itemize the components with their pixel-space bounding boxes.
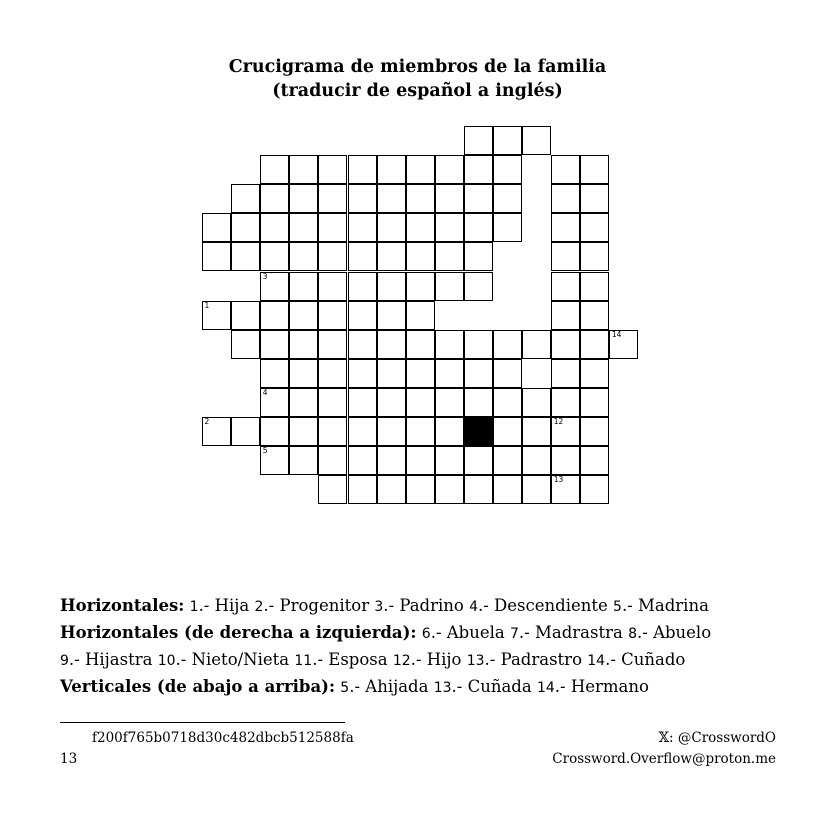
clue-number: 6 (421, 626, 431, 642)
clue-number: 3 (374, 599, 384, 615)
grid-cell[interactable] (260, 388, 289, 417)
grid-cell[interactable] (406, 388, 435, 417)
grid-cell[interactable] (406, 301, 435, 330)
grid-cell[interactable] (348, 272, 377, 301)
grid-cell[interactable] (377, 242, 406, 271)
grid-cell[interactable] (435, 359, 464, 388)
grid-cell[interactable] (348, 359, 377, 388)
clues-line-rtl (60, 620, 780, 647)
grid-cell[interactable] (493, 213, 522, 242)
grid-cell[interactable] (231, 417, 260, 446)
grid-cell[interactable] (580, 242, 609, 271)
grid-cell[interactable] (551, 242, 580, 271)
clue-text: .- Abuelo (637, 623, 712, 642)
clues-line-rtl-2 (60, 647, 780, 674)
footer-hash: f200f765b0718d30c482dbcb512588fa (92, 730, 354, 746)
grid-cell[interactable] (551, 359, 580, 388)
clue-number: 12 (392, 653, 411, 669)
grid-cell[interactable] (580, 213, 609, 242)
clue-number: 14 (587, 653, 606, 669)
grid-cell[interactable] (377, 388, 406, 417)
grid-cell[interactable] (377, 446, 406, 475)
grid-cell[interactable] (493, 155, 522, 184)
grid-cell[interactable] (551, 155, 580, 184)
grid-cell[interactable] (435, 330, 464, 359)
grid-cell[interactable] (580, 475, 609, 504)
clue-text: .- Nieto/Nieta (175, 650, 295, 669)
grid-cell[interactable] (231, 301, 260, 330)
grid-cell[interactable] (406, 330, 435, 359)
grid-cell[interactable] (348, 388, 377, 417)
up-heading: Verticales (de abajo a arriba): (60, 677, 336, 696)
grid-cell[interactable] (522, 126, 551, 155)
clue-number: 7 (510, 626, 519, 642)
grid-cell[interactable] (260, 330, 289, 359)
grid-cell[interactable] (377, 330, 406, 359)
grid-cell[interactable] (289, 301, 318, 330)
grid-cell[interactable] (493, 330, 522, 359)
grid-cell[interactable] (289, 272, 318, 301)
grid-cell[interactable] (377, 272, 406, 301)
clue-text: .- Hija (198, 596, 255, 615)
title-line-1: Crucigrama de miembros de la familia (228, 57, 607, 77)
clue-number: 14 (536, 680, 555, 696)
footer-twitter: 𝕏: @CrosswordO (658, 730, 776, 746)
grid-cell[interactable] (202, 301, 231, 330)
clues-line-across (60, 593, 780, 620)
grid-cell[interactable] (493, 446, 522, 475)
clue-number: 5 (613, 599, 622, 615)
grid-cell[interactable] (289, 359, 318, 388)
grid-cell[interactable] (318, 301, 347, 330)
grid-cell[interactable] (318, 330, 347, 359)
grid-cell[interactable] (551, 301, 580, 330)
grid-cell[interactable] (493, 184, 522, 213)
clue-text: .- Esposa (312, 650, 393, 669)
grid-cell[interactable] (348, 213, 377, 242)
grid-cell[interactable] (464, 126, 493, 155)
clue-list (340, 677, 649, 696)
grid-cell[interactable] (406, 359, 435, 388)
grid-cell[interactable] (551, 213, 580, 242)
grid-cell[interactable] (318, 184, 347, 213)
grid-cell[interactable] (522, 388, 551, 417)
clue-number: 13 (433, 680, 452, 696)
clue-list (60, 650, 685, 669)
grid-cell[interactable] (289, 446, 318, 475)
grid-cell[interactable] (493, 388, 522, 417)
grid-cell[interactable] (231, 330, 260, 359)
clue-text: .- Descendiente (477, 596, 614, 615)
grid-cell[interactable] (289, 330, 318, 359)
grid-cell[interactable] (318, 272, 347, 301)
clue-list (422, 623, 711, 642)
grid-cell[interactable] (260, 242, 289, 271)
grid-cell[interactable] (406, 417, 435, 446)
clue-text: .- Hijo (410, 650, 467, 669)
clue-number: 13 (553, 475, 564, 485)
page-number: 13 (60, 751, 78, 767)
grid-cell[interactable] (464, 213, 493, 242)
clue-number: 11 (294, 653, 313, 669)
grid-cell[interactable] (435, 155, 464, 184)
grid-cell[interactable] (289, 184, 318, 213)
clue-number: 3 (262, 271, 268, 281)
grid-cell[interactable] (318, 155, 347, 184)
grid-cell[interactable] (406, 475, 435, 504)
grid-cell[interactable] (580, 184, 609, 213)
rtl-heading: Horizontales (de derecha a izquierda): (60, 623, 417, 642)
clue-text: .- Abuela (430, 623, 510, 642)
clue-text: .- Hermano (554, 677, 649, 696)
footer-rule (60, 722, 345, 723)
grid-cell[interactable] (580, 417, 609, 446)
grid-cell[interactable] (318, 242, 347, 271)
footer-email: Crossword.Overflow@proton.me (552, 751, 776, 767)
grid-cell[interactable] (522, 475, 551, 504)
grid-cell[interactable] (435, 184, 464, 213)
grid-cell[interactable] (289, 417, 318, 446)
grid-cell[interactable] (493, 475, 522, 504)
grid-cell[interactable] (231, 184, 260, 213)
clue-text: .- Padrastro (484, 650, 588, 669)
grid-cell[interactable] (260, 272, 289, 301)
grid-cell[interactable] (260, 417, 289, 446)
grid-cell[interactable] (435, 213, 464, 242)
grid-cell[interactable] (406, 213, 435, 242)
grid-cell[interactable] (464, 388, 493, 417)
grid-cell[interactable] (406, 272, 435, 301)
grid-cell[interactable] (435, 272, 464, 301)
grid-cell[interactable] (464, 242, 493, 271)
grid-cell[interactable] (464, 272, 493, 301)
grid-cell[interactable] (435, 475, 464, 504)
grid-cell[interactable] (406, 446, 435, 475)
clue-number: 9 (60, 653, 69, 669)
grid-cell[interactable] (318, 359, 347, 388)
grid-cell[interactable] (464, 155, 493, 184)
grid-cell[interactable] (260, 213, 289, 242)
grid-cell[interactable] (377, 155, 406, 184)
grid-cell[interactable] (435, 417, 464, 446)
grid-cell[interactable] (289, 155, 318, 184)
grid-cell[interactable] (318, 475, 347, 504)
grid-cell[interactable] (551, 272, 580, 301)
grid-cell[interactable] (348, 417, 377, 446)
clue-list (190, 596, 709, 615)
grid-cell[interactable] (260, 155, 289, 184)
clue-number: 1 (189, 599, 199, 615)
clue-text: .- Cuñada (451, 677, 537, 696)
grid-cell[interactable] (609, 330, 638, 359)
grid-cell[interactable] (522, 330, 551, 359)
grid-cell[interactable] (377, 475, 406, 504)
clue-number: 2 (254, 599, 264, 615)
grid-cell[interactable] (231, 242, 260, 271)
grid-cell[interactable] (551, 184, 580, 213)
clue-text: .- Padrino (383, 596, 470, 615)
grid-cell[interactable] (260, 301, 289, 330)
clue-number: 1 (204, 300, 210, 310)
grid-cell[interactable] (435, 242, 464, 271)
grid-cell[interactable] (551, 446, 580, 475)
clue-text: .- Madrastra (518, 623, 629, 642)
clue-number: 4 (262, 387, 268, 397)
grid-cell[interactable] (580, 155, 609, 184)
grid-cell[interactable] (260, 446, 289, 475)
grid-cell[interactable] (318, 417, 347, 446)
clues-section (60, 593, 780, 701)
grid-cell[interactable] (348, 155, 377, 184)
grid-cell[interactable] (260, 184, 289, 213)
grid-cell[interactable] (260, 359, 289, 388)
clue-number: 5 (340, 680, 350, 696)
grid-cell[interactable] (318, 388, 347, 417)
grid-cell[interactable] (551, 388, 580, 417)
clue-number: 2 (204, 417, 210, 426)
grid-cell[interactable] (231, 213, 260, 242)
grid-cell[interactable] (435, 446, 464, 475)
grid-cell[interactable] (522, 417, 551, 446)
grid-cell[interactable] (464, 330, 493, 359)
clue-number: 4 (469, 599, 478, 615)
clue-text: .- Madrina (621, 596, 709, 615)
across-heading: Horizontales: (60, 596, 185, 615)
grid-cell[interactable] (551, 330, 580, 359)
grid-cell[interactable] (522, 446, 551, 475)
grid-cell[interactable] (348, 330, 377, 359)
black-cell (464, 417, 493, 446)
grid-cell[interactable] (318, 446, 347, 475)
grid-cell[interactable] (406, 184, 435, 213)
grid-cell[interactable] (580, 388, 609, 417)
clue-text: .- Progenitor (263, 596, 375, 615)
grid-cell[interactable] (406, 242, 435, 271)
grid-cell[interactable] (348, 301, 377, 330)
grid-cell[interactable] (551, 475, 580, 504)
grid-cell[interactable] (377, 213, 406, 242)
grid-cell[interactable] (202, 213, 231, 242)
grid-cell[interactable] (348, 242, 377, 271)
grid-cell[interactable] (493, 359, 522, 388)
grid-cell[interactable] (348, 446, 377, 475)
grid-cell[interactable] (348, 184, 377, 213)
grid-cell[interactable] (289, 242, 318, 271)
grid-cell[interactable] (464, 446, 493, 475)
grid-cell[interactable] (406, 155, 435, 184)
grid-cell[interactable] (377, 417, 406, 446)
title-line-2: (traducir de español a inglés) (272, 81, 563, 101)
grid-cell[interactable] (377, 184, 406, 213)
grid-cell[interactable] (580, 446, 609, 475)
clue-text: .- Ahijada (349, 677, 434, 696)
grid-cell[interactable] (377, 301, 406, 330)
clue-number: 14 (611, 329, 622, 339)
clue-text: .- Hijastra (68, 650, 158, 669)
grid-cell[interactable] (464, 184, 493, 213)
grid-cell[interactable] (580, 301, 609, 330)
clue-number: 13 (466, 653, 485, 669)
grid-cell[interactable] (377, 359, 406, 388)
clue-number: 10 (157, 653, 176, 669)
grid-cell[interactable] (493, 417, 522, 446)
grid-cell[interactable] (202, 242, 231, 271)
clues-line-up (60, 674, 780, 701)
grid-cell[interactable] (348, 475, 377, 504)
grid-cell[interactable] (464, 475, 493, 504)
grid-cell[interactable] (318, 213, 347, 242)
grid-cell[interactable] (551, 417, 580, 446)
clue-number: 5 (262, 446, 268, 456)
grid-cell[interactable] (580, 272, 609, 301)
clue-number: 8 (628, 626, 637, 642)
grid-cell[interactable] (464, 359, 493, 388)
grid-cell[interactable] (202, 417, 231, 446)
grid-cell[interactable] (435, 388, 464, 417)
clue-text: .- Cuñado (605, 650, 686, 669)
grid-cell[interactable] (289, 388, 318, 417)
grid-cell[interactable] (580, 359, 609, 388)
grid-cell[interactable] (289, 213, 318, 242)
grid-cell[interactable] (580, 330, 609, 359)
grid-cell[interactable] (493, 126, 522, 155)
clue-number: 12 (553, 417, 564, 426)
